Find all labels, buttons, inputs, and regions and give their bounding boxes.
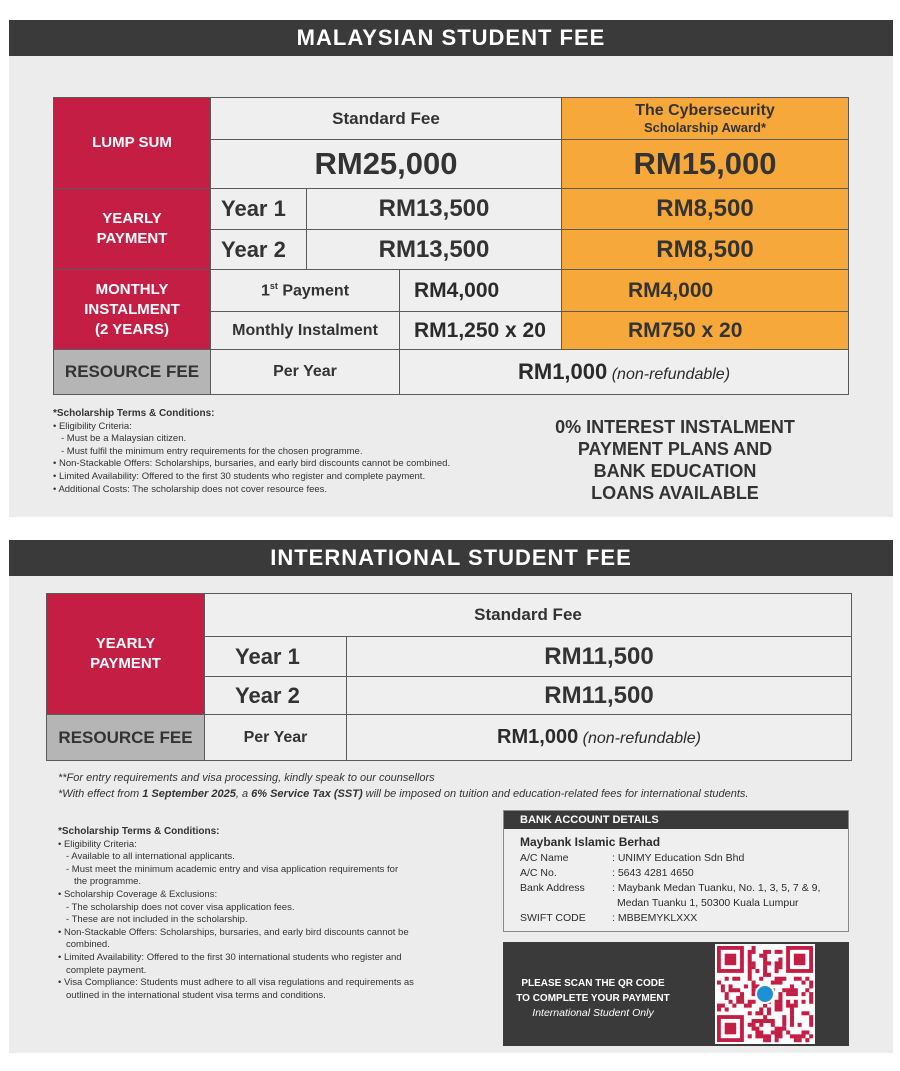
monthly-standard: RM1,250 x 20 xyxy=(400,312,562,350)
terms-line: combined. xyxy=(66,939,110,951)
standard-fee-header: Standard Fee xyxy=(211,98,562,140)
intl-terms-title: *Scholarship Terms & Conditions: xyxy=(58,826,220,837)
scholarship-header-line2: Scholarship Award* xyxy=(643,119,767,135)
intl-year2-value: RM11,500 xyxy=(347,677,852,715)
yearly-payment-label: YEARLY PAYMENT xyxy=(54,189,211,270)
terms-line: - Must fulfil the minimum entry requirements for the chosen programme. xyxy=(61,445,363,457)
interest-line: PAYMENT PLANS AND xyxy=(577,439,773,459)
per-year-label: Per Year xyxy=(211,350,400,395)
monthly-instalment-label: MONTHLY INSTALMENT (2 YEARS) xyxy=(54,270,211,350)
footnote-sst: *With effect from 1 September 2025, a 6% Service Tax (SST) will be imposed on tuition and education-related fees for international students. xyxy=(58,788,749,800)
international-banner: INTERNATIONAL STUDENT FEE xyxy=(9,540,893,576)
lump-sum-standard: RM25,000 xyxy=(211,140,562,189)
first-payment-scholarship: RM4,000 xyxy=(562,270,849,312)
terms-line: • Limited Availability: Offered to the first 30 students who register and complete payment. xyxy=(53,470,426,482)
terms-line: • Non-Stackable Offers: Scholarships, bursaries, and early bird discounts cannot be combined. xyxy=(53,458,451,470)
intl-resource-fee-value: RM1,000 (non-refundable) xyxy=(347,715,852,761)
bank-row: A/C No. : 5643 4281 4650 xyxy=(520,867,694,879)
terms-line: - Must meet the minimum academic entry and visa application requirements for xyxy=(66,863,399,875)
year1-standard: RM13,500 xyxy=(307,189,562,230)
bank-account-details xyxy=(503,810,849,932)
intl-year2-label: Year 2 xyxy=(205,677,347,715)
monthly-scholarship: RM750 x 20 xyxy=(562,312,849,350)
resource-fee-value: RM1,000 (non-refundable) xyxy=(400,350,849,395)
lump-sum-label: LUMP SUM xyxy=(54,98,211,189)
terms-line: • Non-Stackable Offers: Scholarships, bursaries, and early bird discounts cannot be xyxy=(58,926,409,938)
intl-year1-value: RM11,500 xyxy=(347,637,852,677)
bank-row: SWIFT CODE : MBBEMYKLXXX xyxy=(520,912,698,924)
scholarship-header xyxy=(562,98,849,140)
terms-line: outlined in the international student visa terms and conditions. xyxy=(66,989,326,1001)
intl-per-year-label: Per Year xyxy=(205,715,347,761)
terms-line: - These are not included in the scholarship. xyxy=(66,914,248,926)
interest-line: 0% INTEREST INSTALMENT xyxy=(555,417,795,437)
scholarship-header-line1: The Cybersecurity xyxy=(635,101,775,119)
terms-line: • Scholarship Coverage & Exclusions: xyxy=(58,888,218,900)
terms-line: - Must be a Malaysian citizen. xyxy=(61,433,187,445)
year2-standard: RM13,500 xyxy=(307,230,562,270)
resource-fee-label: RESOURCE FEE xyxy=(54,350,211,395)
year2-scholarship: RM8,500 xyxy=(562,230,849,270)
qr-instructions: PLEASE SCAN THE QR CODE TO COMPLETE YOUR PAYMENT International Student Only xyxy=(516,978,670,1019)
lump-sum-scholarship: RM15,000 xyxy=(562,140,849,189)
first-payment-label: 1st Payment xyxy=(211,270,400,312)
malaysian-terms-title: *Scholarship Terms & Conditions: xyxy=(53,408,215,419)
first-payment-standard: RM4,000 xyxy=(400,270,562,312)
terms-line: • Limited Availability: Offered to the first 30 international students who register and xyxy=(58,951,402,963)
malaysian-banner: MALAYSIAN STUDENT FEE xyxy=(9,20,893,56)
interest-line: LOANS AVAILABLE xyxy=(591,483,759,503)
international-fee-table xyxy=(46,593,852,761)
terms-line: • Visa Compliance: Students must adhere to all visa regulations and requirements as xyxy=(58,977,414,989)
year1-scholarship: RM8,500 xyxy=(562,189,849,230)
interest-callout xyxy=(530,416,820,504)
malaysian-fee-table xyxy=(53,97,849,395)
qr-code[interactable] xyxy=(715,944,815,1044)
terms-line: • Additional Costs: The scholarship does not cover resource fees. xyxy=(53,483,328,495)
bank-row: A/C Name : UNIMY Education Sdn Bhd xyxy=(520,852,745,864)
monthly-instalment-row-label: Monthly Instalment xyxy=(211,312,400,350)
qr-payment-box xyxy=(503,942,849,1046)
bank-row: Medan Tuanku 1, 50300 Kuala Lumpur xyxy=(617,897,799,909)
year1-label: Year 1 xyxy=(211,189,307,230)
intl-resource-fee-label: RESOURCE FEE xyxy=(47,715,205,761)
year2-label: Year 2 xyxy=(211,230,307,270)
intl-standard-fee-header: Standard Fee xyxy=(205,594,852,637)
terms-line: complete payment. xyxy=(66,964,147,976)
malaysian-terms xyxy=(53,408,523,496)
bank-title: BANK ACCOUNT DETAILS xyxy=(504,811,848,829)
bank-row: Bank Address : Maybank Medan Tuanku, No. 1, 3, 5, 7 & 9, xyxy=(520,882,821,894)
terms-line: • Eligibility Criteria: xyxy=(58,838,137,850)
intl-footnotes xyxy=(58,770,848,802)
intl-yearly-payment-label: YEARLY PAYMENT xyxy=(47,594,205,715)
interest-line: BANK EDUCATION xyxy=(593,461,757,481)
bank-name: Maybank Islamic Berhad xyxy=(520,835,661,849)
terms-line: • Eligibility Criteria: xyxy=(53,420,132,432)
footnote-counsellors: **For entry requirements and visa processing, kindly speak to our counsellors xyxy=(58,772,435,784)
intl-year1-label: Year 1 xyxy=(205,637,347,677)
terms-line: the programme. xyxy=(74,876,142,888)
terms-line: - Available to all international applicants. xyxy=(66,851,235,863)
qr-code-graphic xyxy=(715,944,815,1044)
terms-line: - The scholarship does not cover visa application fees. xyxy=(66,901,295,913)
international-terms xyxy=(58,826,488,1002)
